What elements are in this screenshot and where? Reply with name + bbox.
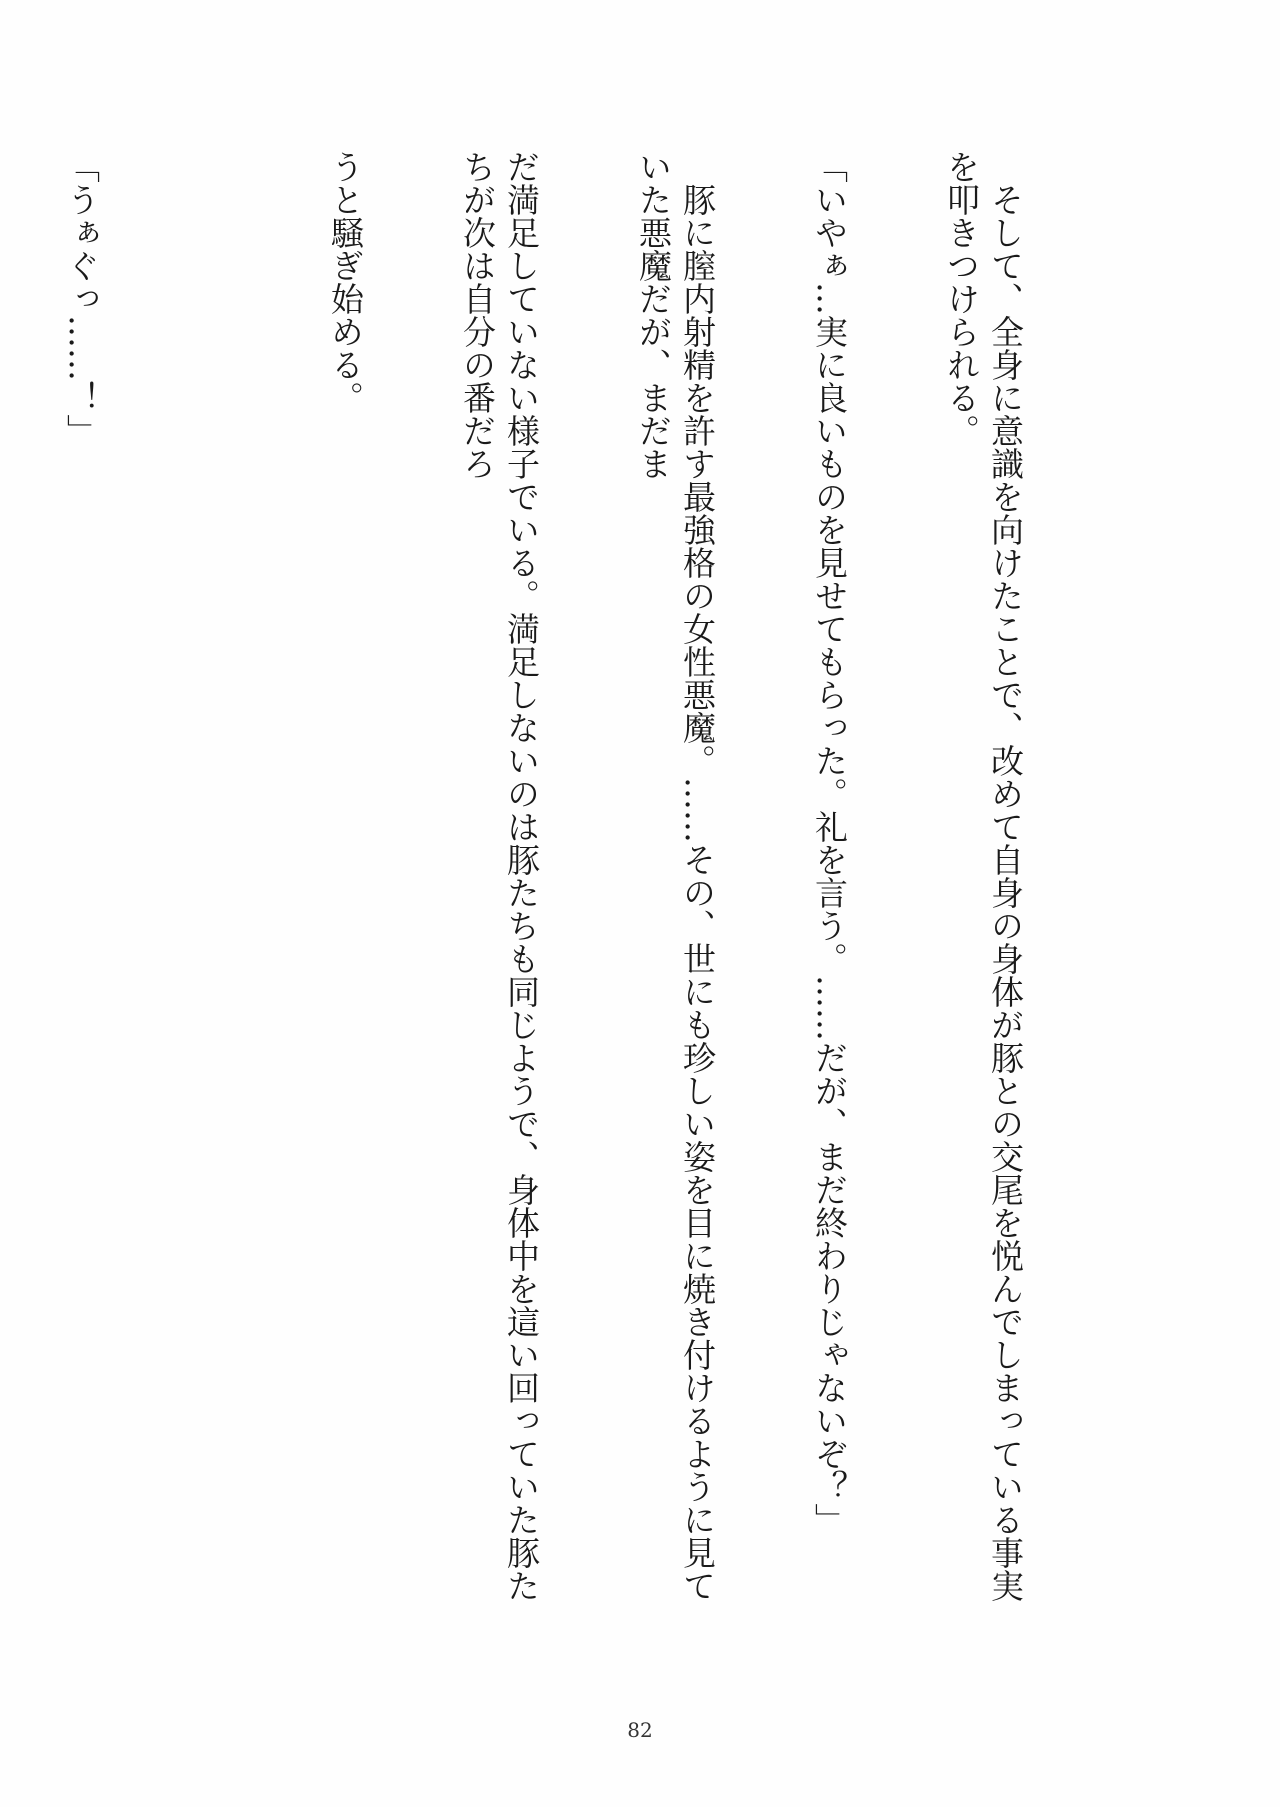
vertical-text-body bbox=[0, 150, 1115, 1610]
dialogue-line: 「いやぁ…実に良いものを見せてもらった。礼を言う。……だが、まだ終わりじゃないぞ？」 bbox=[810, 150, 849, 1536]
text-line: うと騒ぎ始める。 bbox=[326, 150, 365, 414]
blank-line bbox=[191, 150, 235, 1610]
page-number: 82 bbox=[627, 1718, 653, 1742]
text-line: そして、全身に意識を向けたことで、改めて自身の身体が豚との交尾を悦んでしまっている事実を叩きつけられる。 bbox=[942, 150, 1025, 1602]
text-line: 豚に膣内射精を許す最強格の女性悪魔。……その、世にも珍しい姿を目に焼き付けるように見ていた悪魔だが、まだま bbox=[634, 150, 717, 1602]
dialogue-line: 「うぁぐっ……！」 bbox=[62, 150, 101, 447]
text-line: だ満足していない様子でいる。満足しないのは豚たちも同じようで、身体中を這い回っていた豚たちが次は自分の番だろ bbox=[458, 150, 541, 1602]
